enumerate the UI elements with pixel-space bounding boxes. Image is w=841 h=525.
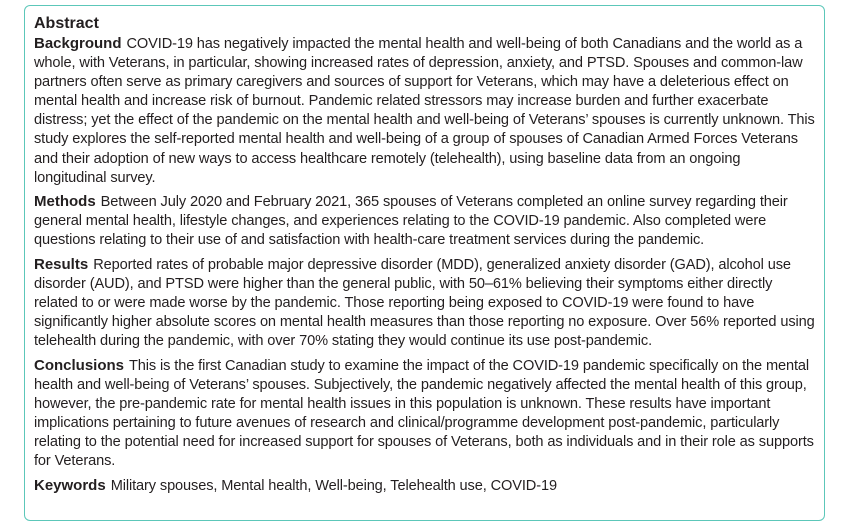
methods-label: Methods bbox=[34, 193, 96, 211]
methods-section bbox=[34, 192, 815, 250]
abstract-box bbox=[24, 5, 825, 521]
keywords-text: Military spouses, Mental health, Well-being, Telehealth use, COVID-19 bbox=[110, 477, 557, 494]
conclusions-text: This is the first Canadian study to examine the impact of the COVID-19 pandemic specifically on the mental health and well-being of Veterans’ spouses. Subjectively, the pandemic negatively affected the mental health of this group, however, the pre-pandemic rate for mental health issues in this population is unknown. These results have important implications pertaining to future avenues of research and clinical/programme development post-pandemic, particularly relating to the potential need for increased support for spouses of Veterans, both as individuals and in their role as supports for Veterans. bbox=[34, 357, 814, 470]
background-text: COVID-19 has negatively impacted the mental health and well-being of both Canadians and the world as a whole, with Veterans, in particular, showing increased rates of depression, anxiety, and PTSD. Spouses and common-law partners often serve as primary caregivers and sources of support for Veterans, which may have a deleterious effect on mental health and increase risk of burnout. Pandemic related stressors may increase burden and further exacerbate distress; yet the effect of the pandemic on the mental health and well-being of Veterans’ spouses is currently unknown. This study explores the self-reported mental health and well-being of a group of spouses of Canadian Armed Forces Veterans and their adoption of new ways to access healthcare remotely (telehealth), using baseline data from an ongoing longitudinal survey. bbox=[34, 36, 815, 186]
background-label: Background bbox=[34, 35, 122, 52]
results-section bbox=[34, 255, 815, 351]
conclusions-label: Conclusions bbox=[34, 356, 125, 374]
keywords-label: Keywords bbox=[34, 476, 106, 494]
conclusions-section bbox=[34, 356, 815, 472]
results-label: Results bbox=[34, 255, 89, 273]
keywords-section bbox=[34, 476, 815, 496]
results-text: Reported rates of probable major depressive disorder (MDD), generalized anxiety disorder (GAD), alcohol use disorder (AUD), and PTSD were higher than the general public, with 50–61% believing their symptoms either directly related to or were made worse by the pandemic. Those reporting being exposed to COVID-19 were found to have significantly higher absolute scores on mental health measures than those reporting no exposure. Over 56% reported using telehealth during the pandemic, with over 70% stating they would continue its use post-pandemic. bbox=[34, 256, 815, 350]
background-section bbox=[34, 34, 815, 188]
abstract-heading: Abstract bbox=[34, 15, 99, 32]
methods-text: Between July 2020 and February 2021, 365 spouses of Veterans completed an online survey regarding their general mental health, lifestyle changes, and experiences relating to the COVID-19 pandemic. Also completed were questions relating to their use of and satisfaction with health-care treatment services during the pandemic. bbox=[34, 194, 788, 249]
